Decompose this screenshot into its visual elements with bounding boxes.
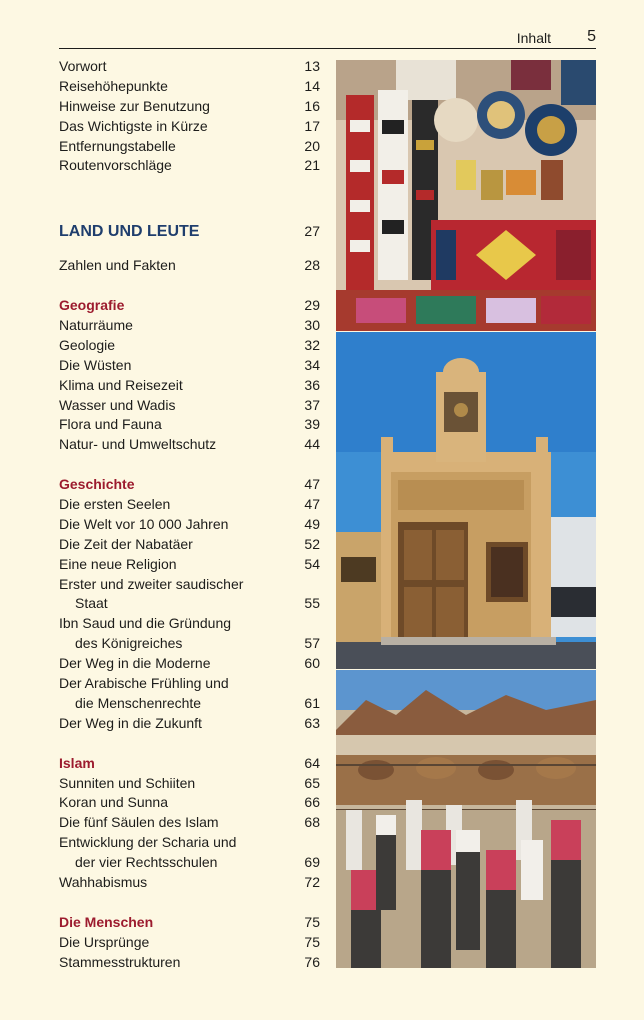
toc-entry[interactable]: Die Wüsten 34 <box>59 356 320 373</box>
toc-entry-line[interactable]: Entwicklung der Scharia und <box>59 834 237 851</box>
toc-entry[interactable]: Naturräume 30 <box>59 317 320 334</box>
historic-building-photo <box>336 332 596 669</box>
toc-entry[interactable]: Eine neue Religion 54 <box>59 555 320 572</box>
market-stall-photo <box>336 60 596 331</box>
toc-entry[interactable]: Sunniten und Schiiten 65 <box>59 774 320 791</box>
toc-entry-line[interactable]: Der Arabische Frühling und <box>59 675 229 692</box>
toc-chapter-heading[interactable]: Geschichte 47 <box>59 476 320 493</box>
toc-part-heading[interactable]: LAND UND LEUTE 27 <box>59 223 320 241</box>
table-of-contents <box>59 57 320 972</box>
running-header <box>59 28 596 49</box>
toc-chapter-heading[interactable]: Geografie 29 <box>59 297 320 314</box>
toc-entry[interactable]: Wahhabismus 72 <box>59 873 320 890</box>
toc-entry[interactable]: Wasser und Wadis 37 <box>59 396 320 413</box>
toc-entry[interactable]: Die Welt vor 10 000 Jahren 49 <box>59 515 320 532</box>
header-section-title: Inhalt <box>516 30 551 46</box>
toc-entry-line[interactable]: Ibn Saud und die Gründung <box>59 615 232 632</box>
camel-market-photo <box>336 670 596 968</box>
page-number: 5 <box>587 28 596 45</box>
toc-entry[interactable]: Flora und Fauna 39 <box>59 416 320 433</box>
toc-entry[interactable]: Das Wichtigste in Kürze 17 <box>59 117 320 134</box>
toc-entry-continuation[interactable]: Staat 55 <box>75 595 320 612</box>
toc-entry[interactable]: Reisehöhepunkte 14 <box>59 77 320 94</box>
toc-entry[interactable]: Die Zeit der Nabatäer 52 <box>59 535 320 552</box>
toc-entry[interactable]: Vorwort 13 <box>59 58 320 74</box>
toc-chapter-heading[interactable]: Die Menschen 75 <box>59 913 320 930</box>
toc-entry[interactable]: Koran und Sunna 66 <box>59 794 320 811</box>
toc-entry[interactable]: Die fünf Säulen des Islam 68 <box>59 814 320 831</box>
toc-entry[interactable]: Hinweise zur Benutzung 16 <box>59 97 320 114</box>
toc-entry[interactable]: Entfernungstabelle 20 <box>59 137 320 154</box>
toc-chapter-heading[interactable]: Islam 64 <box>59 754 320 771</box>
toc-entry[interactable]: Der Weg in die Zukunft 63 <box>59 714 320 731</box>
toc-entry[interactable]: Klima und Reisezeit 36 <box>59 376 320 393</box>
toc-entry[interactable]: Die Ursprünge 75 <box>59 933 320 950</box>
toc-entry-continuation[interactable]: des Königreiches 57 <box>75 635 320 652</box>
toc-entry[interactable]: Routenvorschläge 21 <box>59 157 320 174</box>
toc-entry[interactable]: Die ersten Seelen 47 <box>59 496 320 513</box>
toc-entry[interactable]: Stammesstrukturen 76 <box>59 953 320 970</box>
toc-entry[interactable]: Geologie 32 <box>59 336 320 353</box>
toc-entry-continuation[interactable]: die Menschenrechte 61 <box>75 694 320 711</box>
toc-entry[interactable]: Der Weg in die Moderne 60 <box>59 655 320 672</box>
toc-entry[interactable]: Zahlen und Fakten 28 <box>59 257 320 274</box>
toc-entry-continuation[interactable]: der vier Rechtsschulen 69 <box>75 854 320 871</box>
toc-entry-line[interactable]: Erster und zweiter saudischer <box>59 575 244 592</box>
toc-entry[interactable]: Natur- und Umweltschutz 44 <box>59 436 320 453</box>
